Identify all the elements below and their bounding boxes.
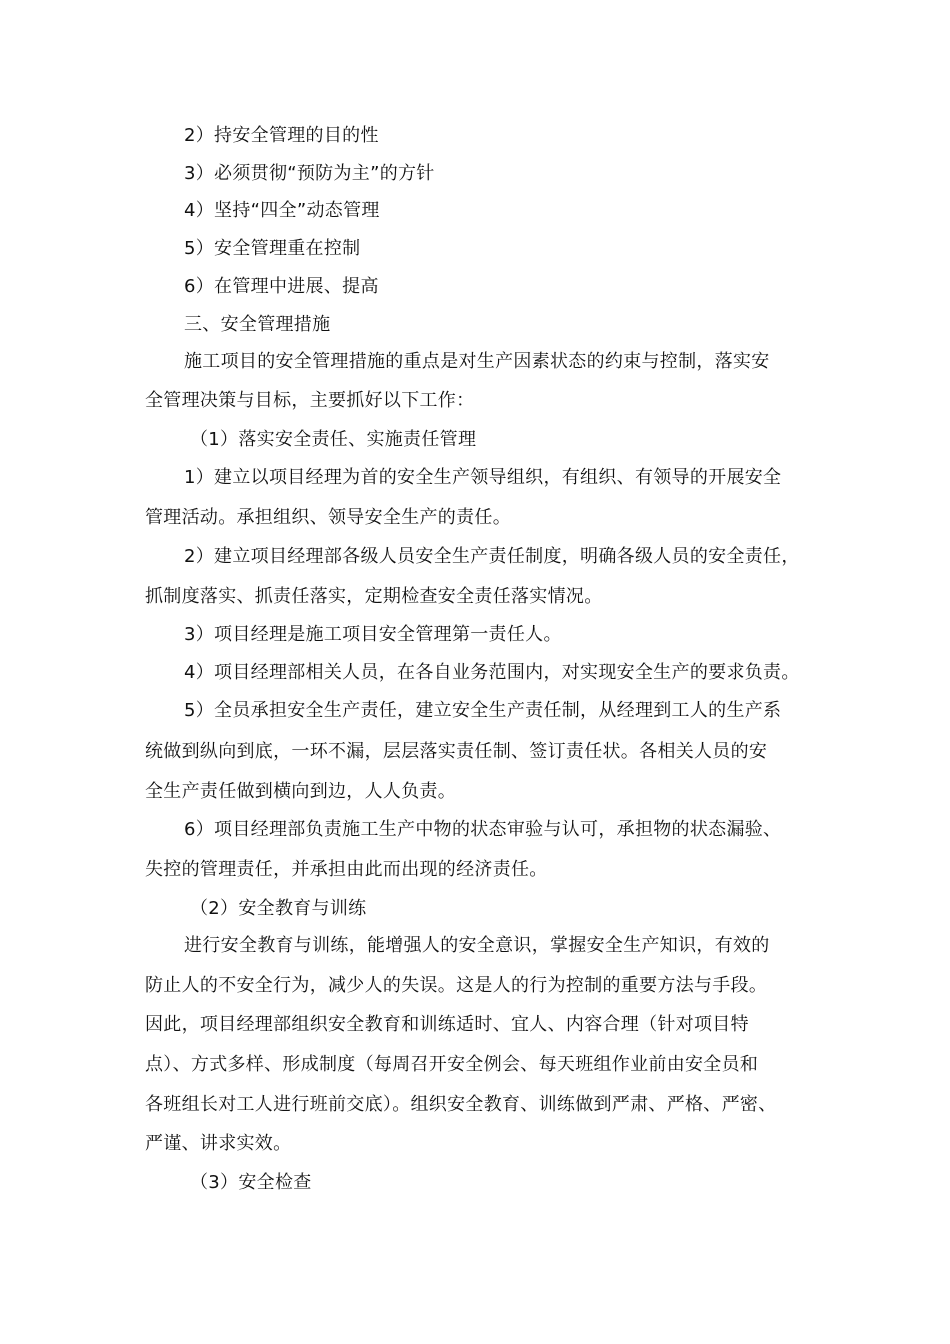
list-item: 3）必须贯彻“预防为主”的方针 — [184, 163, 435, 184]
paragraph-line: 管理活动。承担组织、领导安全生产的责任。 — [145, 507, 511, 528]
section-heading: 三、安全管理措施 — [184, 314, 331, 335]
paragraph-line: 统做到纵向到底，一环不漏，层层落实责任制、签订责任状。各相关人员的安 — [145, 741, 768, 762]
paragraph-line: 因此，项目经理部组织安全教育和训练适时、宜人、内容合理（针对项目特 — [145, 1014, 749, 1035]
paragraph-line: 进行安全教育与训练，能增强人的安全意识，掌握安全生产知识，有效的 — [184, 935, 770, 956]
paragraph-line: 3）项目经理是施工项目安全管理第一责任人。 — [184, 624, 562, 645]
subsection-heading: （1）落实安全责任、实施责任管理 — [190, 429, 477, 450]
paragraph-line: 施工项目的安全管理措施的重点是对生产因素状态的约束与控制，落实安 — [184, 351, 770, 372]
paragraph-line: 全生产责任做到横向到边，人人负责。 — [145, 781, 457, 802]
paragraph-line: 4）项目经理部相关人员，在各自业务范围内，对实现安全生产的要求负责。 — [184, 662, 800, 683]
paragraph-line: 严谨、讲求实效。 — [145, 1133, 292, 1154]
paragraph-line: 点）、方式多样、形成制度（每周召开安全例会、每天班组作业前由安全员和 — [145, 1054, 759, 1075]
list-item: 4）坚持“四全”动态管理 — [184, 200, 380, 221]
subsection-heading: （2）安全教育与训练 — [190, 898, 367, 919]
paragraph-line: 5）全员承担安全生产责任，建立安全生产责任制，从经理到工人的生产系 — [184, 700, 782, 721]
paragraph-line: 失控的管理责任，并承担由此而出现的经济责任。 — [145, 859, 548, 880]
paragraph-line: 各班组长对工人进行班前交底）。组织安全教育、训练做到严肃、严格、严密、 — [145, 1094, 777, 1115]
paragraph-line: 抓制度落实、抓责任落实，定期检查安全责任落实情况。 — [145, 586, 603, 607]
list-item: 2）持安全管理的目的性 — [184, 125, 379, 146]
paragraph-line: 2）建立项目经理部各级人员安全生产责任制度，明确各级人员的安全责任， — [184, 546, 800, 567]
list-item: 6）在管理中进展、提高 — [184, 276, 379, 297]
paragraph-line: 防止人的不安全行为，减少人的失误。这是人的行为控制的重要方法与手段。 — [145, 975, 768, 996]
paragraph-line: 6）项目经理部负责施工生产中物的状态审验与认可，承担物的状态漏验、 — [184, 819, 782, 840]
list-item: 5）安全管理重在控制 — [184, 238, 361, 259]
paragraph-line: 1）建立以项目经理为首的安全生产领导组织，有组织、有领导的开展安全 — [184, 467, 782, 488]
subsection-heading: （3）安全检查 — [190, 1172, 312, 1193]
paragraph-line: 全管理决策与目标，主要抓好以下工作： — [145, 390, 475, 411]
